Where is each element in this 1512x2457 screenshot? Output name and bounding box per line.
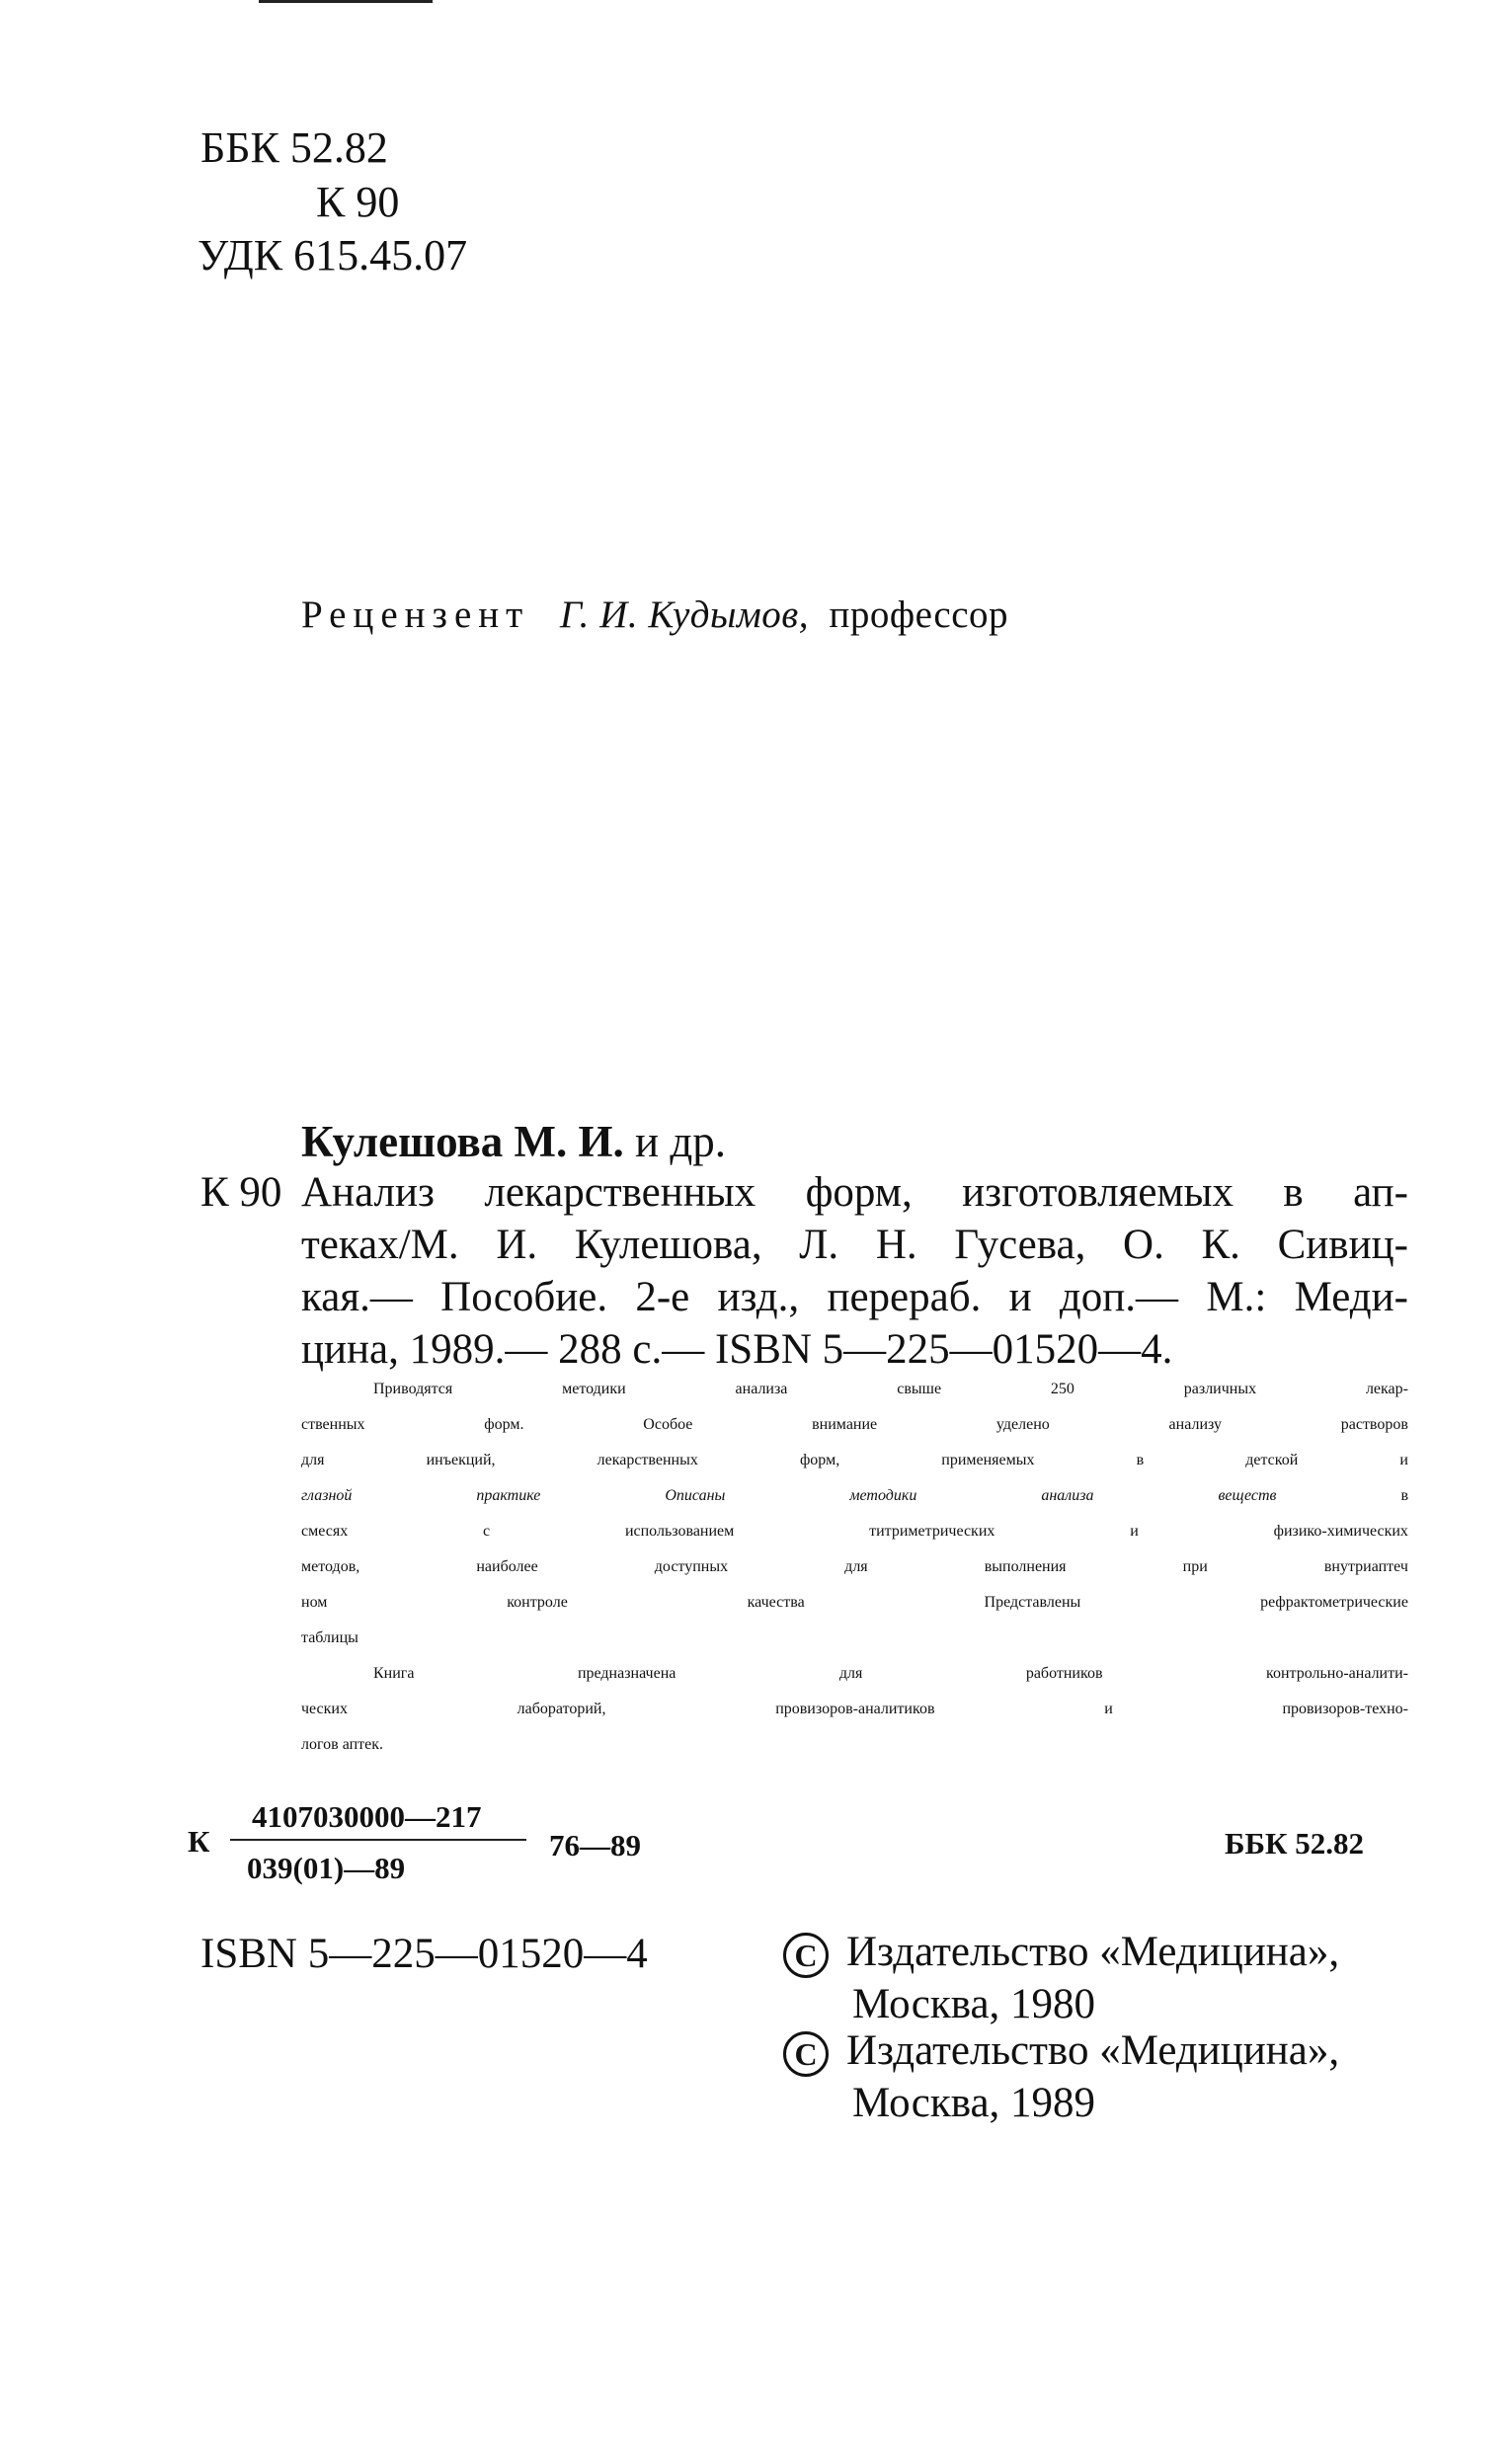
word: применяемых — [941, 1452, 1035, 1468]
word: внимание — [812, 1416, 878, 1433]
imprint-k-letter: К — [188, 1824, 210, 1859]
word: в — [1136, 1452, 1145, 1468]
reviewer-line — [301, 593, 1008, 637]
copyright-line — [783, 1928, 1339, 1978]
word: титриметрических — [869, 1523, 995, 1540]
word: рефрактометрические — [1260, 1594, 1408, 1611]
word: лекарственных — [597, 1452, 698, 1468]
word: выполнения — [984, 1558, 1067, 1575]
copyright-place-year: Москва, 1980 — [852, 1981, 1096, 2027]
word: логов аптек. — [301, 1736, 384, 1753]
abstract-line — [373, 1665, 1408, 1683]
reviewer-label: Рецензент — [301, 594, 530, 636]
word: ап- — [1353, 1169, 1408, 1216]
word: в — [1400, 1487, 1408, 1504]
word: форм. — [484, 1416, 524, 1433]
word: доступных — [654, 1558, 729, 1575]
word: внутриаптеч — [1323, 1558, 1408, 1575]
word: веществ — [1218, 1487, 1277, 1504]
reviewer-name: Г. И. Кудымов, — [559, 594, 809, 636]
description-line — [301, 1168, 1408, 1217]
word: методики — [562, 1381, 626, 1397]
word: и — [1399, 1452, 1408, 1468]
fraction-rule — [230, 1839, 526, 1841]
word: Представлены — [984, 1594, 1081, 1611]
top-rule — [259, 0, 433, 3]
abstract-line — [373, 1381, 1408, 1398]
word: лабораторий, — [517, 1701, 606, 1717]
word: доп.— — [1059, 1274, 1179, 1320]
word: кая.— — [301, 1274, 413, 1320]
word: и — [1130, 1523, 1139, 1540]
word: 250 — [1050, 1381, 1074, 1397]
abstract-line — [301, 1416, 1408, 1434]
word: детской — [1245, 1452, 1299, 1468]
imprint-order: 76—89 — [549, 1828, 641, 1863]
word: цина, 1989.— 288 с.— ISBN 5—225—01520—4. — [301, 1326, 1173, 1373]
word: Описаны — [665, 1487, 726, 1504]
word: при — [1182, 1558, 1208, 1575]
word: И. — [496, 1222, 538, 1268]
word: Приводятся — [373, 1381, 453, 1397]
word: лекарственных — [484, 1169, 756, 1216]
word: практике — [476, 1487, 541, 1504]
word: 2-е — [635, 1274, 690, 1320]
word: К. — [1201, 1222, 1240, 1268]
word: глазной — [301, 1487, 353, 1504]
word: смесях — [301, 1523, 349, 1540]
word: наиболее — [476, 1558, 538, 1575]
word: инъекций, — [426, 1452, 496, 1468]
word: и — [1104, 1701, 1113, 1717]
word: работников — [1025, 1665, 1103, 1682]
copyright-icon: C — [783, 1933, 829, 1978]
word: ственных — [301, 1416, 365, 1433]
word: Л. — [799, 1222, 839, 1268]
imprint-bbk: ББК 52.82 — [1225, 1826, 1364, 1861]
word: контрольно-аналити- — [1265, 1665, 1408, 1682]
description-line — [301, 1273, 1408, 1321]
word: Пособие. — [440, 1274, 608, 1320]
word: таблицы — [301, 1629, 358, 1646]
word: для — [838, 1665, 863, 1682]
isbn: ISBN 5—225—01520—4 — [200, 1931, 648, 1977]
word: Анализ — [301, 1169, 435, 1216]
word: для — [301, 1452, 325, 1468]
word: Особое — [643, 1416, 693, 1433]
record-index: К 90 — [200, 1169, 282, 1216]
abstract-line — [301, 1523, 1408, 1541]
copyright-place-year: Москва, 1989 — [852, 2080, 1096, 2126]
word: различных — [1183, 1381, 1257, 1397]
word: растворов — [1340, 1416, 1408, 1433]
author-name: Кулешова М. И. — [301, 1117, 624, 1166]
imprint-numerator: 4107030000—217 — [252, 1799, 482, 1834]
word: форм, — [799, 1452, 840, 1468]
word: форм, — [805, 1169, 913, 1216]
abstract-line — [301, 1629, 1408, 1647]
word: ческих — [301, 1701, 348, 1717]
reviewer-title: профессор — [829, 594, 1009, 636]
word: с — [483, 1523, 491, 1540]
word: использованием — [624, 1523, 735, 1540]
word: провизоров-аналитиков — [775, 1701, 935, 1717]
word: перераб. — [827, 1274, 982, 1320]
word: в — [1283, 1169, 1304, 1216]
word: теках/М. — [301, 1222, 459, 1268]
copyright-icon: C — [783, 2031, 829, 2077]
word: провизоров-техно- — [1282, 1701, 1408, 1717]
word: изготовляемых — [962, 1169, 1234, 1216]
description-line — [301, 1221, 1408, 1269]
word: Сивиц- — [1277, 1222, 1408, 1268]
word: Меди- — [1294, 1274, 1408, 1320]
copyright-publisher: Издательство «Медицина», — [846, 2027, 1340, 2074]
word: Н. — [875, 1222, 917, 1268]
udk-code: УДК 615.45.07 — [198, 231, 468, 279]
abstract-line — [301, 1452, 1408, 1469]
abstract-line — [301, 1487, 1408, 1505]
abstract-line — [301, 1701, 1408, 1718]
abstract-line — [301, 1594, 1408, 1612]
word: методов, — [301, 1558, 360, 1575]
word: предназначена — [577, 1665, 676, 1682]
copyright-line — [783, 2026, 1339, 2077]
imprint-denominator: 039(01)—89 — [247, 1851, 406, 1885]
word: О. — [1123, 1222, 1164, 1268]
word: физико-химических — [1273, 1523, 1408, 1540]
word: контроле — [507, 1594, 568, 1611]
word: изд., — [717, 1274, 800, 1320]
copyright-publisher: Издательство «Медицина», — [846, 1929, 1340, 1975]
word: Гусева, — [954, 1222, 1086, 1268]
word: анализу — [1168, 1416, 1222, 1433]
word: ном — [301, 1594, 328, 1611]
word: уделено — [995, 1416, 1050, 1433]
word: Кулешова, — [574, 1222, 762, 1268]
word: Книга — [373, 1665, 415, 1682]
abstract-line — [301, 1736, 1408, 1754]
word: методики — [849, 1487, 917, 1504]
k-code: К 90 — [316, 178, 400, 226]
bbk-code: ББК 52.82 — [200, 123, 388, 172]
author-heading — [301, 1116, 726, 1167]
word: качества — [747, 1594, 805, 1611]
author-rest: и др. — [635, 1117, 726, 1166]
word: анализа — [735, 1381, 788, 1397]
word: для — [844, 1558, 868, 1575]
description-line — [301, 1325, 1408, 1374]
word: лекар- — [1365, 1381, 1408, 1397]
word: и — [1008, 1274, 1032, 1320]
word: свыше — [897, 1381, 942, 1397]
word: М.: — [1206, 1274, 1267, 1320]
abstract-line — [301, 1558, 1408, 1576]
word: анализа — [1041, 1487, 1094, 1504]
